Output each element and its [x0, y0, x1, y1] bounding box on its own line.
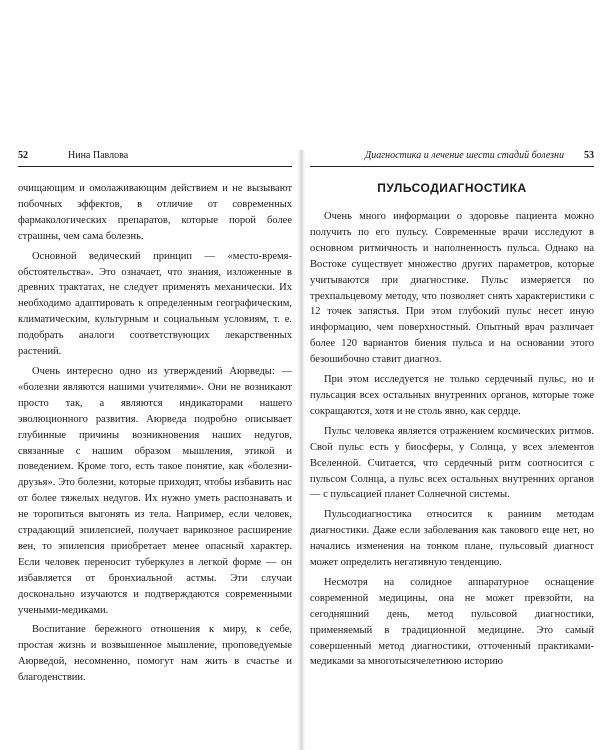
- paragraph: Очень много информации о здоровье пациента можно получить по его пульсу. Современные врачи исследуют в основном ритмичность и наполненность пульса. Однако на Востоке существует множество других параметров, которые учитываются при диагностике. Пульс измеряется по трехпальцевому методу, что позволяет снять характеристики с 12 точек запястья. При этом глубокий пульс несет иную информацию, чем поверхностный. Опытный врач различает более 120 вариантов биения пульса и на основании этого безошибочно ставит диагноз.: [310, 211, 594, 366]
- paragraph: При этом исследуется не только сердечный пульс, но и пульсация всех остальных внутренних органов, которые тоже сокращаются, хотя и не столь явно, как сердце.: [310, 374, 594, 417]
- right-page-text: [310, 181, 594, 670]
- chapter-title: Диагностика и лечение шести стадий болезни: [364, 150, 564, 161]
- left-page-text: [18, 181, 292, 686]
- paragraph: Воспитание бережного отношения к миру, к себе, простая жизнь и возвышенное мышление, проповедуемые Аюрведой, несомненно, помогут нам жить в счастье и благоденствии.: [18, 624, 292, 684]
- paragraph: очищающим и омолаживающим действием и не вызывают побочных эффектов, в отличие от современных фармакологических препаратов, которые порой более страшны, чем сама болезнь.: [18, 183, 292, 242]
- book-spine: [297, 150, 305, 750]
- right-running-head: [310, 150, 594, 167]
- paragraph: Несмотря на солидное аппаратурное оснащение современной медицины, она не может превзойти, на сегодняшний день, метод пульсовой диагностики, применяемый в традиционной медицине. Это самый совершенный метод диагностики, отточенный практиками-медиками за многотысячелетнюю историю: [310, 576, 594, 668]
- paragraph: Основной ведический принцип — «место-время-обстоятельства». Это означает, что знания, изложенные в древних трактатах, не следует применять механически. Их необходимо адаптировать к определенным географическим, климатическим, культурным и социальным условиям, т. е. подобрать аналоги соответствующих лекарственных растений.: [18, 250, 292, 358]
- right-page: [310, 150, 594, 750]
- paragraph: Очень интересно одно из утверждений Аюрведы: — «болезни являются нашими учителями». Они не возникают просто так, а являются индикаторами нашего эволюционного развития. Аюрведа подробно описывает глубинные причины возникновения наших недугов, связанные с нашим образом мышления, этикой и поведением. Кроме того, есть такое понятие, как «болезни-друзья». Это болезни, которые приходят, чтобы избавить нас от более тяжелых недугов. Их нужно уметь распознавать и не торопиться выгонять из тела. Например, если человек, страдающий эпилепсией, получает варикозное расширение вен, то эпилепсия приобретает менее опасный характер. Если человек переносит туберкулез в легкой форме — он избавляется от бронхиальной астмы. Эти случаи досконально изучаются и подтверждаются современными учеными-медиками.: [18, 365, 292, 616]
- paragraph: Пульс человека является отражением космических ритмов. Свой пульс есть у биосферы, у Солнца, у всех элементов Вселенной. Считается, что сердечный ритм соотносится с пульсом Солнца, а пульс всех остальных внутренних органов — с пульсацией планет Солнечной системы.: [310, 425, 594, 501]
- paragraph: Пульсодиагностика относится к ранним методам диагностики. Даже если заболевания как такового еще нет, но начались изменения на тонком плане, пульсовый диагност может определить негативную тенденцию.: [310, 509, 594, 569]
- author-name: Нина Павлова: [68, 150, 129, 161]
- page-number-right: 53: [584, 150, 594, 161]
- left-running-head: [18, 150, 292, 167]
- page-number-left: 52: [18, 150, 28, 161]
- section-title: ПУЛЬСОДИАГНОСТИКА: [377, 181, 527, 195]
- left-page: [18, 150, 292, 750]
